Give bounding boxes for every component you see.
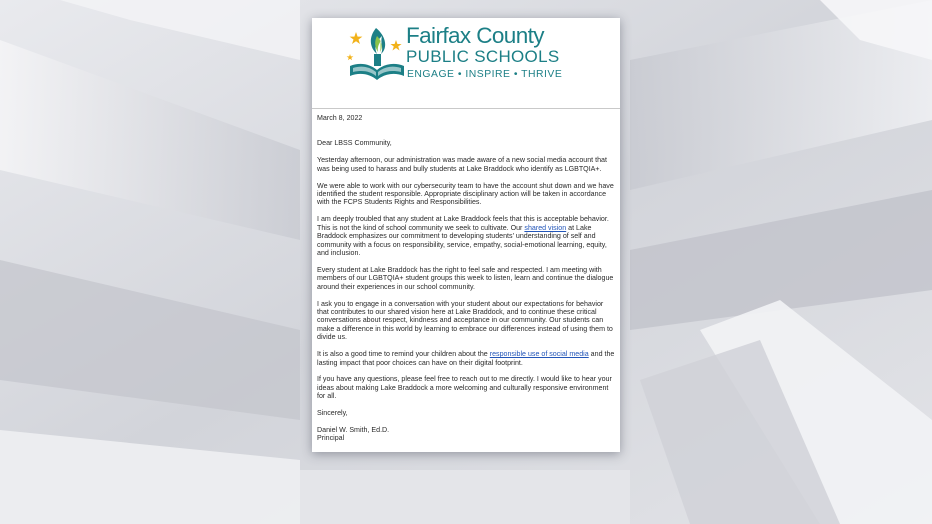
paragraph-social-media xyxy=(317,350,615,367)
paragraph-vision xyxy=(317,215,615,257)
paragraph-incident: Yesterday afternoon, our administration was made aware of a new social media account that was being used to harass and bully students at Lake Braddock who identify as LGBTQIA+. xyxy=(317,156,607,173)
paragraph-action: We were able to work with our cybersecurity team to have the account shut down and we have identified the student responsible. Appropriate disciplinary action will be taken in accordance with the FCPS Students Rights and Responsibilities. xyxy=(317,181,614,207)
brand-subtitle: PUBLIC SCHOOLS xyxy=(406,47,560,66)
brand-name: Fairfax County xyxy=(406,23,544,48)
brand-tagline: ENGAGE • INSPIRE • THRIVE xyxy=(407,69,563,80)
shared-vision-link[interactable]: shared vision xyxy=(524,223,567,232)
letter-body xyxy=(317,114,615,443)
letter-salutation: Dear LBSS Community, xyxy=(317,139,392,148)
paragraph-safety: Every student at Lake Braddock has the right to feel safe and respected. I am meeting with members of our LGBTQIA+ student groups this week to listen, learn and continue the dialogue around their experiences in our school community. xyxy=(317,265,614,291)
paragraph-engage: I ask you to engage in a conversation with your student about our expectations for behavior that contributes to our shared vision here at Lake Braddock, and to continue these critical conversations about respect, kindness and acceptance in our community. Our students can make a difference in this world by learning to embrace our differences instead of using them to divide us. xyxy=(317,299,613,342)
letter-document xyxy=(312,18,620,452)
signer-title: Principal xyxy=(317,434,345,443)
paragraph-social-media-text-start: It is also a good time to remind your children about the xyxy=(317,350,490,359)
torch-book-stars-logo xyxy=(344,24,406,82)
paragraph-social-media-text-end: and the lasting impact that poor choices can have on their digital footprint. xyxy=(317,350,615,367)
paragraph-vision-text-start: I am deeply troubled that any student at Lake Braddock feels that this is acceptable behavior. This is not the kind of school community we seek to cultivate. Our xyxy=(317,215,609,232)
letterhead xyxy=(312,18,620,109)
responsible-use-link[interactable]: responsible use of social media xyxy=(489,350,589,359)
paragraph-questions: If you have any questions, please feel free to reach out to me directly. I would like to hear your ideas about making Lake Braddock a more welcoming and culturally responsive environment for all. xyxy=(317,375,612,401)
paragraph-vision-text-end: at Lake Braddock emphasizes our commitment to developing students' understanding of self and community with a focus on responsibility, service, empathy, social-emotional learning, equity, and inclusion. xyxy=(317,223,607,257)
signature-block xyxy=(317,426,615,443)
letter-closing: Sincerely, xyxy=(317,409,348,418)
signer-name: Daniel W. Smith, Ed.D. xyxy=(317,426,390,435)
letter-date: March 8, 2022 xyxy=(317,114,363,122)
